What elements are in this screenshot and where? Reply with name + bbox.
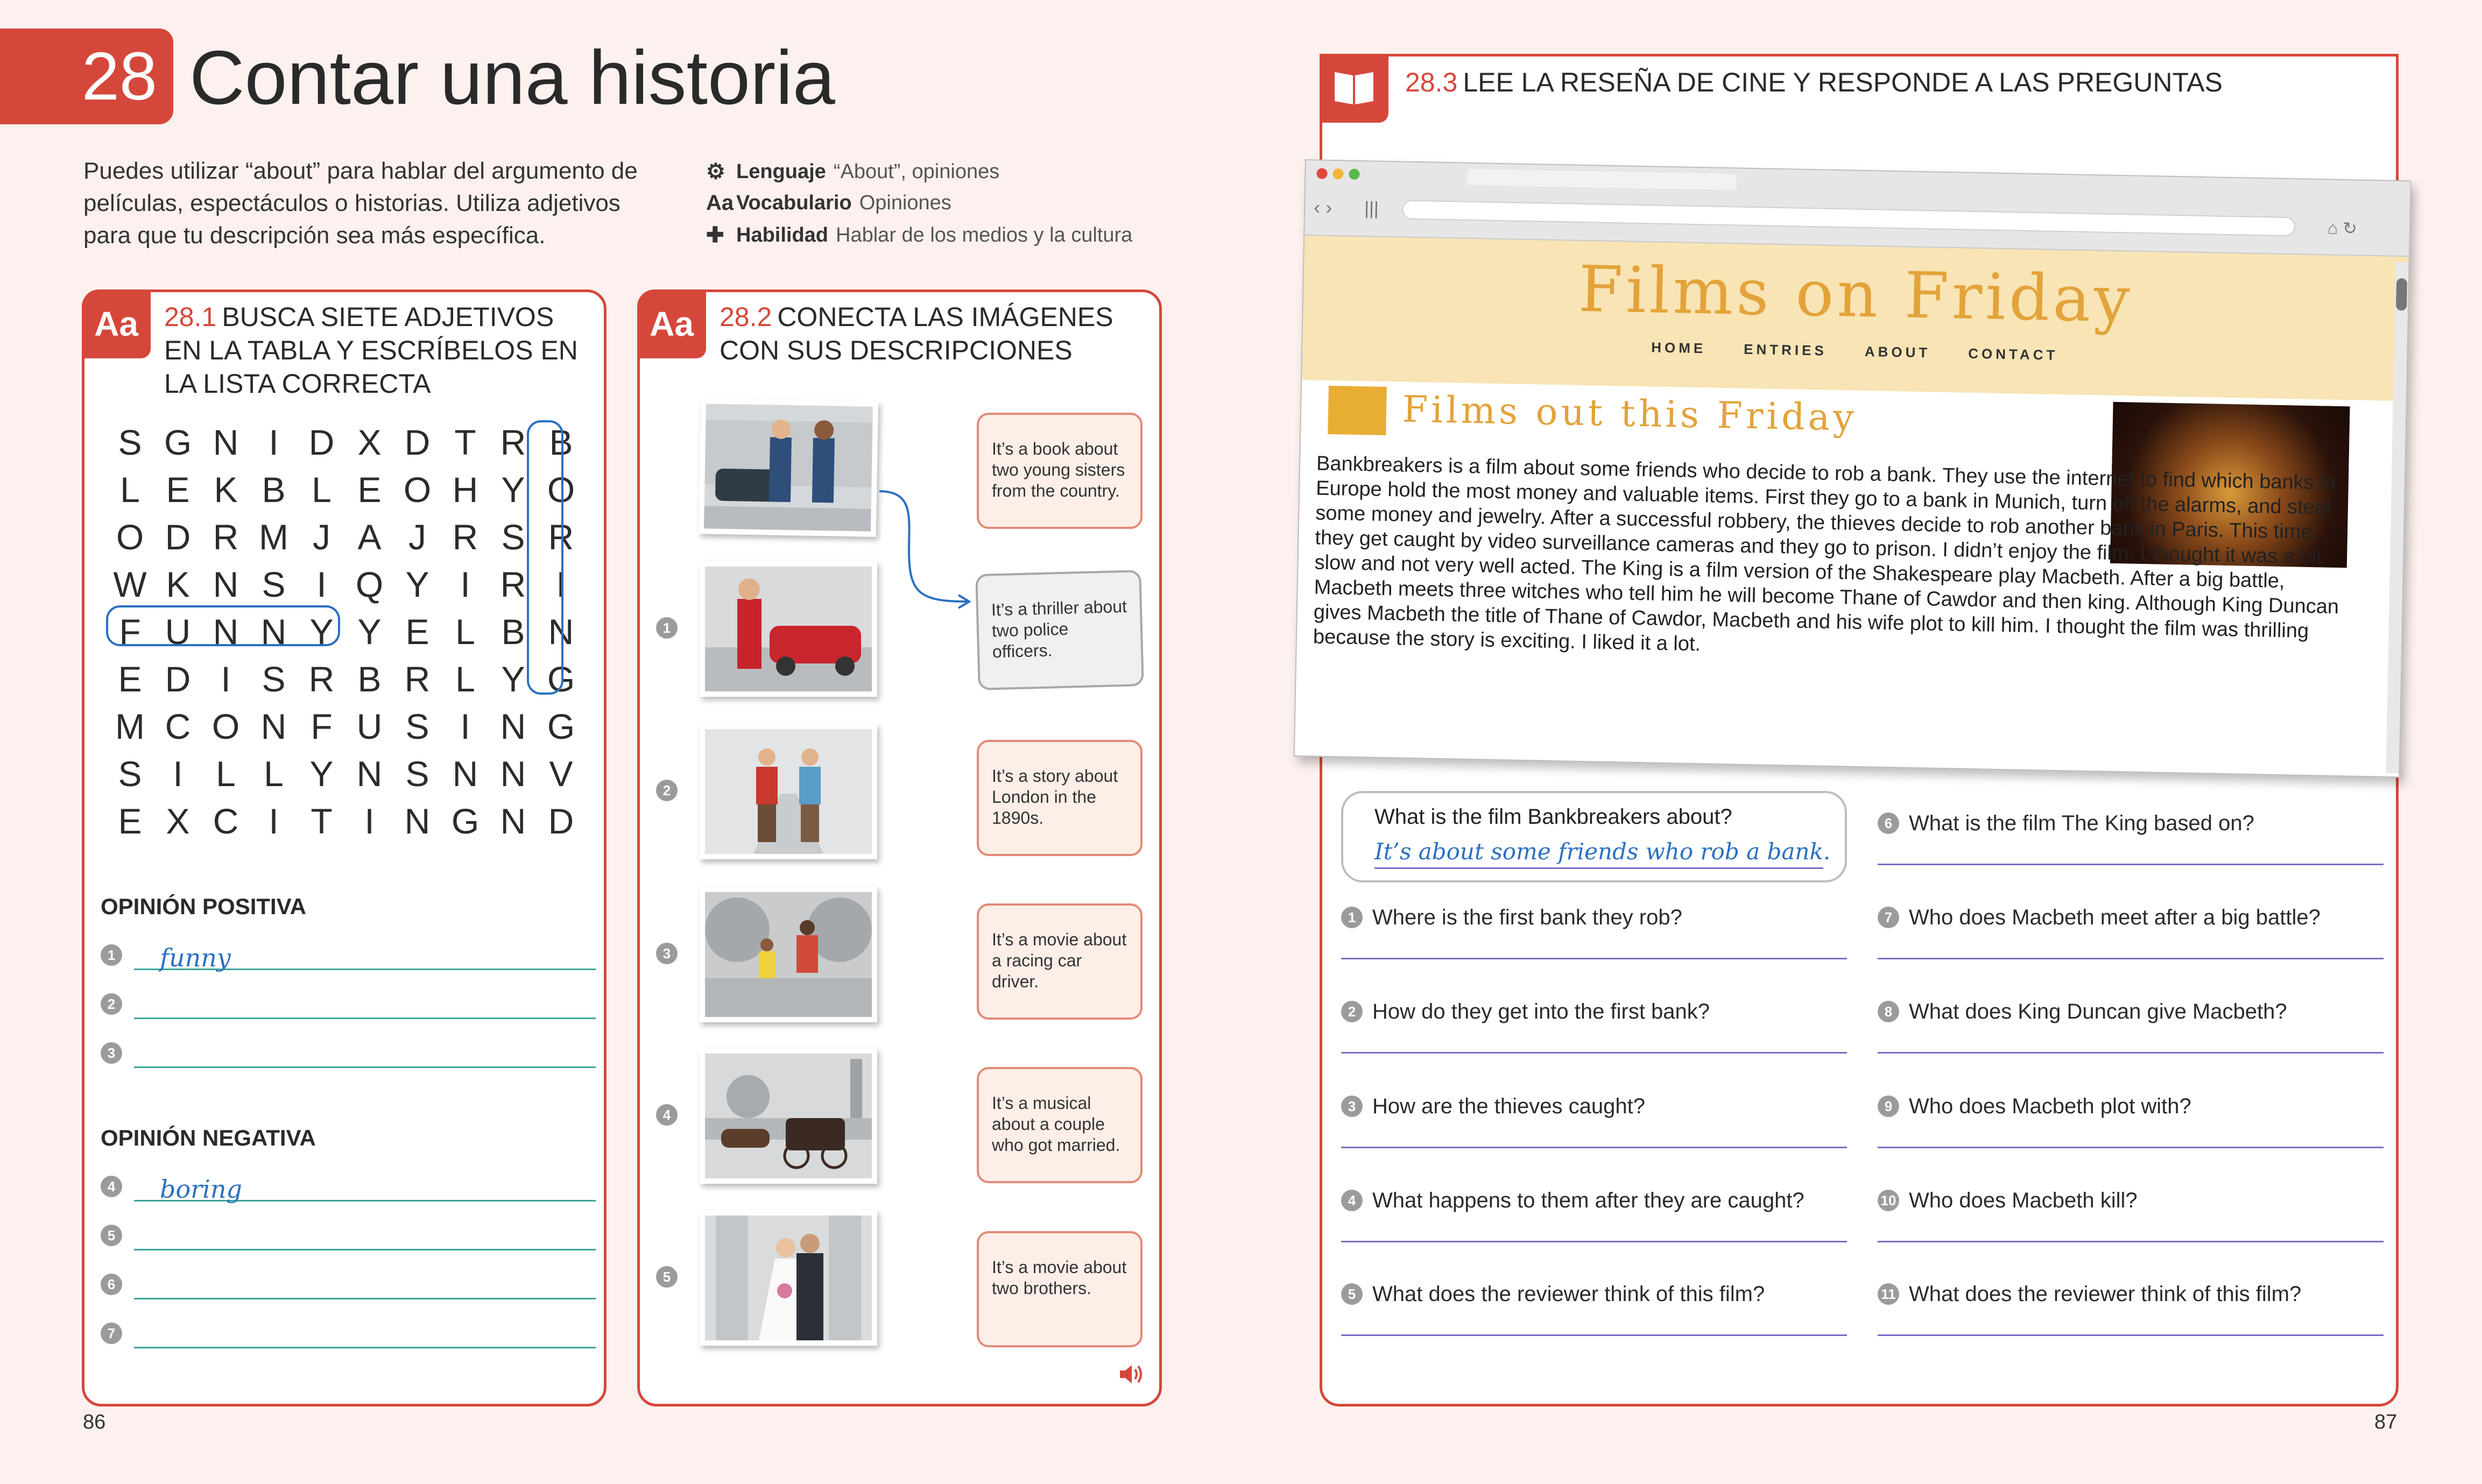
- grid-letter[interactable]: N: [213, 422, 239, 462]
- answer-line: [1341, 1241, 1847, 1242]
- grid-letter[interactable]: N: [500, 801, 526, 841]
- two-brothers-photo[interactable]: [700, 724, 877, 859]
- answer-row[interactable]: [101, 1316, 596, 1348]
- exercise-heading: [720, 300, 1150, 367]
- exercise-heading: [1405, 66, 2374, 99]
- grid-letter[interactable]: L: [216, 754, 236, 794]
- nav-home[interactable]: HOME: [1651, 339, 1707, 357]
- answer-row[interactable]: [101, 1267, 596, 1299]
- grid-letter[interactable]: Y: [501, 470, 525, 510]
- chapter-number-badge: 28: [0, 29, 173, 124]
- book-icon: [1332, 69, 1376, 107]
- description-card[interactable]: It’s a movie about a racing car driver.: [977, 903, 1143, 1020]
- number-dot: 1: [101, 944, 122, 966]
- page-number-left: 86: [83, 1411, 106, 1433]
- grid-letter[interactable]: C: [213, 801, 239, 841]
- nav-entries[interactable]: ENTRIES: [1743, 341, 1828, 359]
- grid-letter[interactable]: G: [451, 801, 480, 841]
- meta-label: Vocabulario: [736, 192, 852, 214]
- reading-tag: [1320, 54, 1388, 123]
- grid-letter[interactable]: L: [264, 754, 284, 794]
- grid-letter[interactable]: F: [311, 706, 333, 746]
- intro-text: Puedes utilizar “about” para hablar del argumento de películas, espectáculos o historias. Utiliza adjetivos para que tu descripción sea más específica.: [83, 158, 638, 249]
- grid-letter[interactable]: S: [118, 754, 142, 794]
- grid-letter[interactable]: R: [500, 422, 526, 462]
- answer-line: [1878, 864, 2384, 865]
- nav-contact[interactable]: CONTACT: [1968, 345, 2058, 363]
- description-card[interactable]: It’s a book about two young sisters from the country.: [977, 413, 1143, 529]
- example-question: What is the film Bankbreakers about?: [1374, 805, 1732, 829]
- connector-arrow: [877, 486, 974, 626]
- grid-letter[interactable]: N: [213, 564, 239, 604]
- answer-line: [1878, 1147, 2384, 1148]
- number-dot: 7: [1878, 907, 1899, 928]
- grid-letter[interactable]: L: [455, 659, 475, 699]
- answer-row[interactable]: [101, 1218, 596, 1250]
- grid-letter[interactable]: J: [313, 517, 330, 557]
- grid-letter[interactable]: N: [500, 754, 526, 794]
- grid-letter[interactable]: I: [556, 564, 566, 604]
- exercise-number: 28.2: [720, 302, 772, 332]
- answer-line: [1341, 958, 1847, 959]
- exercise-instruction: CONECTA LAS IMÁGENES CON SUS DESCRIPCIONES: [720, 302, 1113, 365]
- grid-letter[interactable]: K: [214, 470, 238, 510]
- grid-letter[interactable]: R: [500, 564, 526, 604]
- number-dot: 5: [101, 1225, 122, 1246]
- answer-line: [1878, 1241, 2384, 1242]
- home-reload-icon[interactable]: ⌂ ↻: [2327, 218, 2358, 238]
- grid-letter[interactable]: R: [308, 659, 335, 699]
- number-dot: 10: [1878, 1190, 1899, 1211]
- number-dot: 3: [656, 943, 678, 964]
- question-text: What happens to them after they are caught?: [1372, 1189, 1804, 1212]
- grid-letter[interactable]: T: [311, 801, 333, 841]
- grid-letter[interactable]: W: [113, 564, 147, 604]
- grid-letter[interactable]: O: [403, 470, 432, 510]
- grid-letter[interactable]: A: [357, 517, 382, 557]
- grid-letter[interactable]: N: [356, 754, 383, 794]
- grid-letter[interactable]: Y: [357, 612, 382, 652]
- grid-letter[interactable]: E: [405, 612, 429, 652]
- number-dot: 9: [1878, 1096, 1899, 1117]
- page-title: Contar una historia: [189, 35, 835, 121]
- site-header: [1302, 236, 2409, 401]
- grid-letter[interactable]: M: [259, 517, 288, 557]
- answer-line: [1878, 1334, 2384, 1336]
- grid-letter[interactable]: L: [312, 470, 332, 510]
- grid-letter[interactable]: O: [116, 517, 144, 557]
- grid-letter[interactable]: V: [549, 754, 573, 794]
- grid-letter[interactable]: O: [547, 470, 575, 510]
- grid-letter[interactable]: B: [262, 470, 286, 510]
- grid-letter[interactable]: L: [120, 470, 140, 510]
- exercise-28-2-panel: [637, 289, 1162, 1407]
- grid-letter[interactable]: N: [500, 706, 526, 746]
- answer-row[interactable]: [101, 1169, 596, 1202]
- site-title: Films on Friday: [1577, 251, 2134, 337]
- grid-letter[interactable]: D: [548, 801, 574, 841]
- number-dot: 1: [656, 617, 678, 639]
- answer-row[interactable]: [101, 1036, 596, 1068]
- meta-desc: Hablar de los medios y la cultura: [836, 223, 1133, 246]
- meta-desc: Opiniones: [859, 192, 951, 214]
- london-carriage-photo[interactable]: [700, 1048, 877, 1184]
- grid-letter[interactable]: I: [221, 659, 231, 699]
- description-card-selected[interactable]: It’s a thriller about two police officers.: [975, 570, 1144, 690]
- grid-letter[interactable]: H: [452, 470, 478, 510]
- number-dot: 3: [1341, 1096, 1363, 1117]
- grid-letter[interactable]: S: [501, 517, 525, 557]
- question-text: Where is the first bank they rob?: [1372, 906, 1682, 929]
- grid-letter[interactable]: G: [164, 422, 192, 462]
- question-text: What does the reviewer think of this film?: [1909, 1282, 2302, 1306]
- question-text: How are the thieves caught?: [1372, 1094, 1645, 1118]
- grid-letter[interactable]: N: [452, 754, 478, 794]
- grid-letter[interactable]: O: [211, 706, 240, 746]
- grid-letter[interactable]: I: [269, 422, 279, 462]
- exercise-instruction: LEE LA RESEÑA DE CINE Y RESPONDE A LAS PREGUNTAS: [1463, 67, 2223, 97]
- question-text: What is the film The King based on?: [1909, 811, 2254, 835]
- grid-letter[interactable]: J: [408, 517, 426, 557]
- number-dot: 2: [101, 993, 122, 1015]
- positive-opinion-heading: OPINIÓN POSITIVA: [101, 894, 306, 919]
- question-text: What does the reviewer think of this film?: [1372, 1282, 1765, 1306]
- meta-language: [706, 159, 999, 184]
- audio-icon[interactable]: [1118, 1362, 1146, 1387]
- puzzle-icon: ✚: [706, 223, 724, 247]
- grid-letter[interactable]: S: [405, 754, 429, 794]
- grid-letter[interactable]: T: [454, 422, 476, 462]
- answer-line: [134, 1347, 596, 1348]
- exercise-number: 28.3: [1405, 67, 1458, 97]
- back-forward-icon[interactable]: ‹ ›: [1313, 196, 1332, 218]
- number-dot: 4: [1341, 1190, 1363, 1211]
- grid-letter[interactable]: E: [118, 659, 142, 699]
- grid-letter[interactable]: D: [308, 422, 335, 462]
- handwritten-answer: boring: [160, 1175, 242, 1204]
- grid-letter[interactable]: I: [316, 564, 327, 604]
- grid-letter[interactable]: L: [455, 612, 475, 652]
- grid-letter[interactable]: Y: [405, 564, 429, 604]
- answer-line: [1878, 958, 2384, 959]
- handwritten-answer: funny: [160, 943, 231, 972]
- two-sisters-photo[interactable]: [700, 887, 877, 1022]
- post-title: Films out this Friday: [1402, 388, 1858, 440]
- question-text: Who does Macbeth kill?: [1909, 1189, 2138, 1212]
- number-dot: 5: [656, 1266, 678, 1288]
- answer-line: [134, 1298, 596, 1299]
- grid-letter[interactable]: N: [404, 801, 431, 841]
- vocabulary-tag: Aa: [82, 289, 151, 358]
- aa-icon: Aa: [706, 191, 734, 215]
- grid-letter[interactable]: R: [404, 659, 431, 699]
- grid-letter[interactable]: F: [119, 612, 141, 652]
- grid-letter[interactable]: M: [115, 706, 145, 746]
- gears-icon: ⚙: [706, 160, 725, 183]
- grid-letter[interactable]: K: [166, 564, 190, 604]
- police-officers-photo[interactable]: [699, 398, 878, 537]
- question-text: What does King Duncan give Macbeth?: [1909, 1000, 2287, 1023]
- grid-letter[interactable]: R: [452, 517, 478, 557]
- grid-letter[interactable]: I: [460, 564, 470, 604]
- grid-letter[interactable]: B: [357, 659, 382, 699]
- grid-letter[interactable]: D: [165, 517, 191, 557]
- number-dot: 6: [1878, 812, 1899, 834]
- page-number-right: 87: [2374, 1411, 2398, 1433]
- grid-letter[interactable]: S: [405, 706, 429, 746]
- meta-label: Lenguaje: [736, 160, 826, 183]
- grid-letter[interactable]: S: [262, 659, 286, 699]
- grid-letter[interactable]: X: [166, 801, 190, 841]
- answer-line: [134, 1017, 596, 1019]
- grid-letter[interactable]: N: [548, 612, 574, 652]
- grid-letter[interactable]: I: [364, 801, 375, 841]
- grid-letter[interactable]: S: [118, 422, 142, 462]
- grid-letter[interactable]: B: [501, 612, 525, 652]
- number-dot: 5: [1341, 1283, 1363, 1305]
- grid-letter[interactable]: X: [357, 422, 382, 462]
- meta-vocabulary: [706, 191, 951, 215]
- question-text: Who does Macbeth plot with?: [1909, 1094, 2191, 1118]
- number-dot: 7: [101, 1323, 122, 1344]
- grid-letter[interactable]: G: [547, 659, 575, 699]
- answer-row[interactable]: [101, 938, 596, 970]
- exercise-instruction: BUSCA SIETE ADJETIVOS EN LA TABLA Y ESCRÍBELOS EN LA LISTA CORRECTA: [164, 302, 578, 399]
- number-dot: 3: [101, 1042, 122, 1064]
- grid-letter[interactable]: I: [269, 801, 279, 841]
- grid-letter[interactable]: R: [548, 517, 574, 557]
- grid-letter[interactable]: E: [118, 801, 142, 841]
- grid-letter[interactable]: E: [166, 470, 190, 510]
- description-card[interactable]: It’s a musical about a couple who got married.: [977, 1067, 1143, 1183]
- exercise-28-1-panel: [82, 289, 607, 1407]
- exercise-number: 28.1: [164, 302, 217, 332]
- grid-letter[interactable]: N: [213, 612, 239, 652]
- description-card[interactable]: It’s a story about London in the 1890s.: [977, 740, 1143, 856]
- grid-letter[interactable]: E: [357, 470, 382, 510]
- answer-row[interactable]: [101, 987, 596, 1019]
- racing-driver-photo[interactable]: [700, 561, 877, 697]
- answer-line: [1341, 1334, 1847, 1336]
- grid-letter[interactable]: C: [165, 706, 191, 746]
- answer-line: [1341, 1052, 1847, 1054]
- number-dot: 4: [101, 1176, 122, 1197]
- grid-letter[interactable]: U: [165, 612, 191, 652]
- number-dot: 11: [1878, 1283, 1899, 1305]
- sidebar-icon[interactable]: |||: [1364, 198, 1379, 219]
- answer-line: [134, 1249, 596, 1250]
- circle-boring: [527, 420, 563, 695]
- meta-desc: “About”, opiniones: [833, 160, 1000, 183]
- address-bar[interactable]: [1402, 200, 2295, 236]
- grid-letter[interactable]: B: [549, 422, 573, 462]
- vocabulary-tag: Aa: [637, 289, 706, 358]
- browser-window: [1294, 159, 2412, 778]
- meta-label: Habilidad: [736, 223, 829, 246]
- wedding-couple-photo[interactable]: [700, 1210, 877, 1346]
- number-dot: 2: [1341, 1001, 1363, 1022]
- example-bubble: [1341, 791, 1847, 882]
- number-dot: 8: [1878, 1001, 1899, 1022]
- grid-letter[interactable]: I: [460, 706, 470, 746]
- question-text: Who does Macbeth meet after a big battle?: [1909, 906, 2321, 929]
- grid-letter[interactable]: Y: [501, 659, 525, 699]
- grid-letter[interactable]: N: [260, 612, 287, 652]
- example-answer: It’s about some friends who rob a bank.: [1374, 838, 1831, 865]
- grid-letter[interactable]: D: [165, 659, 191, 699]
- nav-about[interactable]: ABOUT: [1864, 343, 1931, 361]
- number-dot: 6: [101, 1274, 122, 1295]
- exercise-heading: [164, 300, 595, 400]
- grid-letter[interactable]: D: [404, 422, 431, 462]
- review-text: Bankbreakers is a film about some friends who decide to rob a bank. They use the internet to find which banks in Europe hold the most money and valuable items. First they go to a bank in Munich, turn off the alarms, and steal some money and jewelry. After a successful robbery, the thieves decide to rob another bank in Paris. This time, they get caught by video surveillance cameras and they go to prison. I didn’t enjoy the film. I thought it was a bit slow and not very well acted. The King is a film version of the Shakespeare play Macbeth. After a big battle, Macbeth meets three witches who tell him he will become Thane of Cawdor and then king. Although King Duncan gives Macbeth the title of Thane of Cawdor, Macbeth and his wife plot to kill him. I thought the film was thrilling because the story is exciting. I liked it a lot.: [1313, 452, 2339, 656]
- grid-letter[interactable]: Q: [355, 564, 384, 604]
- description-card[interactable]: It’s a movie about two brothers.: [977, 1231, 1143, 1347]
- meta-skill: [706, 223, 1132, 248]
- grid-letter[interactable]: S: [262, 564, 286, 604]
- grid-letter[interactable]: Y: [309, 754, 334, 794]
- post-title-icon: [1328, 386, 1387, 435]
- grid-letter[interactable]: U: [356, 706, 383, 746]
- grid-letter[interactable]: N: [260, 706, 287, 746]
- answer-line: [1341, 1147, 1847, 1148]
- grid-letter[interactable]: I: [173, 754, 183, 794]
- answer-line: [134, 1066, 596, 1068]
- grid-letter[interactable]: R: [213, 517, 239, 557]
- number-dot: 4: [656, 1104, 678, 1126]
- grid-letter[interactable]: Y: [309, 612, 334, 652]
- number-dot: 2: [656, 780, 678, 801]
- question-text: How do they get into the first bank?: [1372, 1000, 1710, 1023]
- answer-line: [1878, 1052, 2384, 1054]
- negative-opinion-heading: OPINIÓN NEGATIVA: [101, 1125, 316, 1150]
- grid-letter[interactable]: G: [547, 706, 575, 746]
- circle-funny: [106, 605, 340, 646]
- number-dot: 1: [1341, 907, 1363, 928]
